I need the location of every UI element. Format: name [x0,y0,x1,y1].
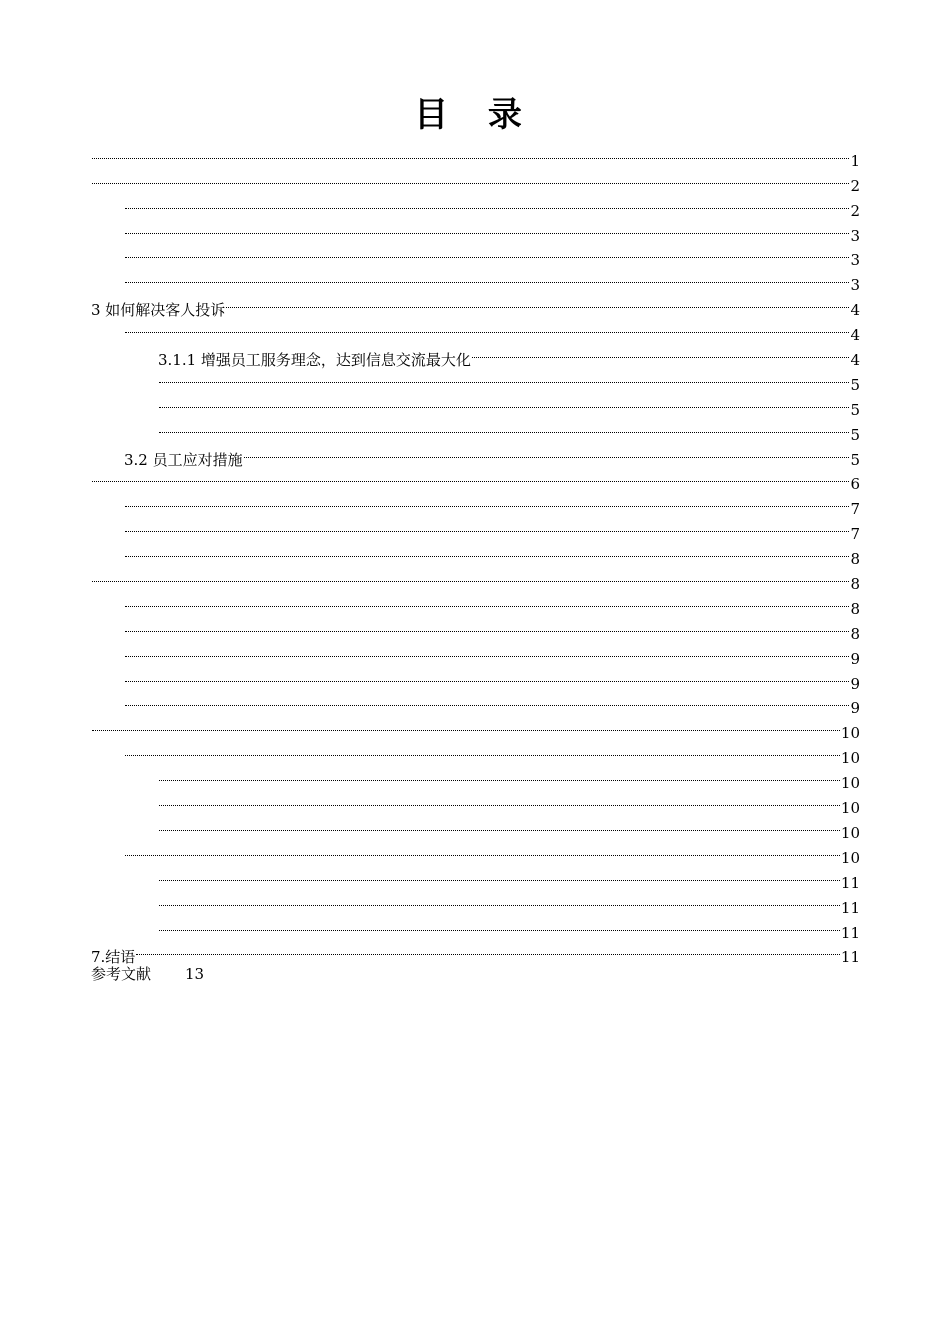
toc-dot-leader [225,290,850,315]
toc-dot-leader [91,141,850,166]
toc-entry-page: 6 [850,475,860,494]
toc-entry-text: 7.结语 [91,948,136,967]
toc-entry-text: 3.2 员工应对措施 [124,450,243,469]
toc-entry[interactable] [91,788,860,818]
toc-entry-page: 3 [850,226,860,245]
toc-dot-leader [158,913,841,938]
toc-dot-leader [243,440,851,465]
toc-entry-page: 1 [850,151,860,170]
toc-entry-page: 10 [840,774,860,793]
toc-entry-text: 3.1.1 增强员工服务理念，达到信息交流最大化 [158,351,471,370]
toc-entry[interactable] [91,290,860,320]
toc-entry[interactable] [91,888,860,917]
toc-entry[interactable] [91,763,860,793]
toc-entry-page: 2 [850,176,860,195]
toc-entry-page: 10 [840,724,860,743]
toc-entry[interactable] [91,689,860,718]
toc-dot-leader [124,614,850,639]
toc-entry[interactable] [91,664,860,693]
toc-entry-page: 11 [840,898,860,917]
toc-dot-leader [158,365,850,390]
toc-entry[interactable] [91,614,860,643]
toc-entry-page: 9 [850,699,860,718]
toc-entry[interactable] [91,738,860,768]
toc-dot-leader [91,564,850,589]
toc-dot-leader [124,265,850,290]
toc-entry[interactable] [91,639,860,668]
toc-dot-leader [135,938,841,963]
toc-entry[interactable] [91,415,860,444]
toc-entry-page: 8 [850,599,860,618]
toc-entry[interactable] [91,440,860,469]
toc-dot-leader [124,315,850,340]
toc-references-page: 13 [185,965,205,984]
toc-entry-page: 7 [850,500,860,519]
toc-entry[interactable] [91,141,860,170]
toc-entry-page: 5 [850,425,860,444]
toc-entry[interactable] [91,913,860,942]
toc-dot-leader [471,340,851,365]
toc-entry-page: 7 [850,525,860,544]
toc-entry-page: 9 [850,649,860,668]
toc-entry[interactable] [91,166,860,195]
toc-dot-leader [124,589,850,614]
toc-dot-leader [124,216,850,241]
toc-entry[interactable] [91,514,860,544]
toc-dot-leader [124,191,850,216]
toc-dot-leader [158,863,841,888]
toc-entry-page: 5 [850,400,860,419]
toc-entry[interactable] [91,813,860,842]
toc-entry[interactable] [91,564,860,594]
toc-entry-page: 8 [850,550,860,569]
toc-entry-page: 4 [850,326,860,345]
toc-references-text: 参考文献 [91,965,152,984]
toc-entry[interactable] [91,589,860,618]
toc-entry-page: 8 [850,624,860,643]
toc-list [91,141,860,987]
toc-dot-leader [124,539,850,564]
toc-entry-text: 3 如何解决客人投诉 [91,301,226,320]
toc-entry[interactable] [91,539,860,569]
toc-entry-page: 4 [850,301,860,320]
toc-entry[interactable] [91,489,860,519]
toc-entry-page: 4 [850,351,860,370]
toc-entry[interactable] [91,838,860,867]
toc-dot-leader [124,738,841,763]
toc-dot-leader [124,514,850,539]
toc-dot-leader [158,788,841,813]
toc-dot-leader [124,664,850,689]
toc-dot-leader [124,489,850,514]
toc-entry-page: 3 [850,276,860,295]
toc-dot-leader [124,689,850,714]
toc-entry[interactable] [91,465,860,494]
toc-entry[interactable] [91,390,860,419]
toc-entry-page: 10 [840,799,860,818]
toc-entry-page: 10 [840,749,860,768]
page-title: 目 录 [414,95,536,135]
toc-dot-leader [124,241,850,266]
toc-entry[interactable] [91,340,860,370]
toc-entry-page: 5 [850,450,860,469]
toc-entry-page: 10 [840,823,860,842]
toc-dot-leader [158,763,841,788]
toc-entry[interactable] [91,938,860,967]
toc-dot-leader [91,713,841,738]
toc-entry[interactable] [91,191,860,220]
toc-dot-leader [158,888,841,913]
toc-dot-leader [124,838,841,863]
toc-entry-page: 9 [850,674,860,693]
toc-dot-leader [91,166,850,191]
toc-entry-page: 8 [850,575,860,594]
toc-dot-leader [158,415,850,440]
toc-entry[interactable] [91,863,860,892]
toc-entry[interactable] [91,365,860,394]
toc-dot-leader [91,465,850,490]
toc-entry[interactable] [91,713,860,743]
toc-entry-page: 11 [840,948,860,967]
toc-entry-page: 3 [850,251,860,270]
toc-entry-page: 2 [850,201,860,220]
toc-entry[interactable] [91,216,860,245]
toc-references-entry[interactable] [91,962,860,987]
toc-entry-page: 11 [840,923,860,942]
toc-dot-leader [124,639,850,664]
toc-dot-leader [158,813,841,838]
toc-entry-page: 11 [840,873,860,892]
toc-entry[interactable] [91,265,860,295]
toc-entry[interactable] [91,315,860,345]
toc-dot-leader [158,390,850,415]
toc-entry-page: 10 [840,848,860,867]
toc-entry-page: 5 [850,375,860,394]
toc-entry[interactable] [91,241,860,270]
